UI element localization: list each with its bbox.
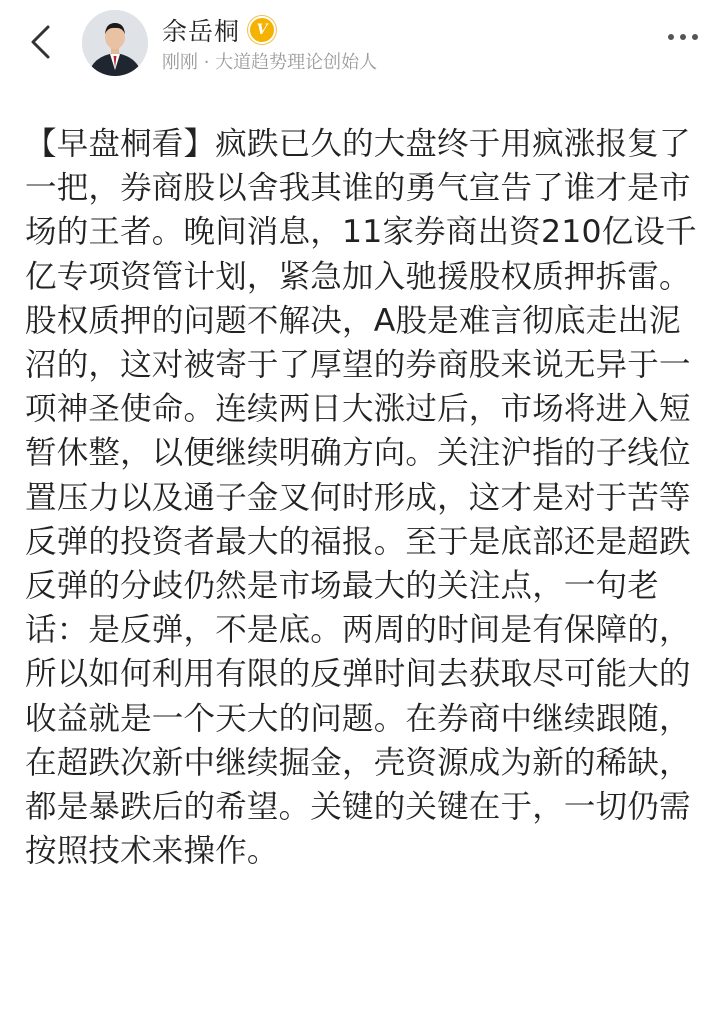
- post-meta: 刚刚 · 大道趋势理论创始人: [162, 52, 378, 73]
- avatar-image: [82, 10, 148, 76]
- post-text: 【早盘桐看】疯跌已久的大盘终于用疯涨报复了一把，券商股以舍我其谁的勇气宣告了谁才是市场的王者。晚间消息，11家券商出资210亿设千亿专项资管计划，紧急加入驰援股权质押拆雷。股权质押的问题不解决，A股是难言彻底走出泥沼的，这对被寄于了厚望的券商股来说无异于一项神圣使命。连续两日大涨过后，市场将进入短暂休整，以便继续明确方向。关注沪指的子线位置压力以及通子金叉何时形成，这才是对于苦等反弹的投资者最大的福报。至于是底部还是超跌反弹的分歧仍然是市场最大的关注点，一句老话：是反弹，不是底。两周的时间是有保障的，所以如何利用有限的反弹时间去获取尽可能大的收益就是一个天大的问题。在券商中继续跟随，在超跌次新中继续掘金，壳资源成为新的稀缺，都是暴跌后的希望。关键的关键在于，一切仍需按照技术来操作。: [25, 126, 697, 870]
- verified-badge-icon: V: [248, 16, 276, 44]
- author-name[interactable]: 余岳桐: [162, 17, 241, 46]
- more-button[interactable]: [668, 34, 698, 40]
- more-dots-icon: [692, 34, 698, 40]
- chevron-left-icon: [29, 24, 51, 60]
- more-dots-icon: [668, 34, 674, 40]
- back-button[interactable]: [20, 22, 60, 62]
- more-dots-icon: [680, 34, 686, 40]
- avatar[interactable]: [82, 10, 148, 76]
- post-header: [0, 0, 720, 90]
